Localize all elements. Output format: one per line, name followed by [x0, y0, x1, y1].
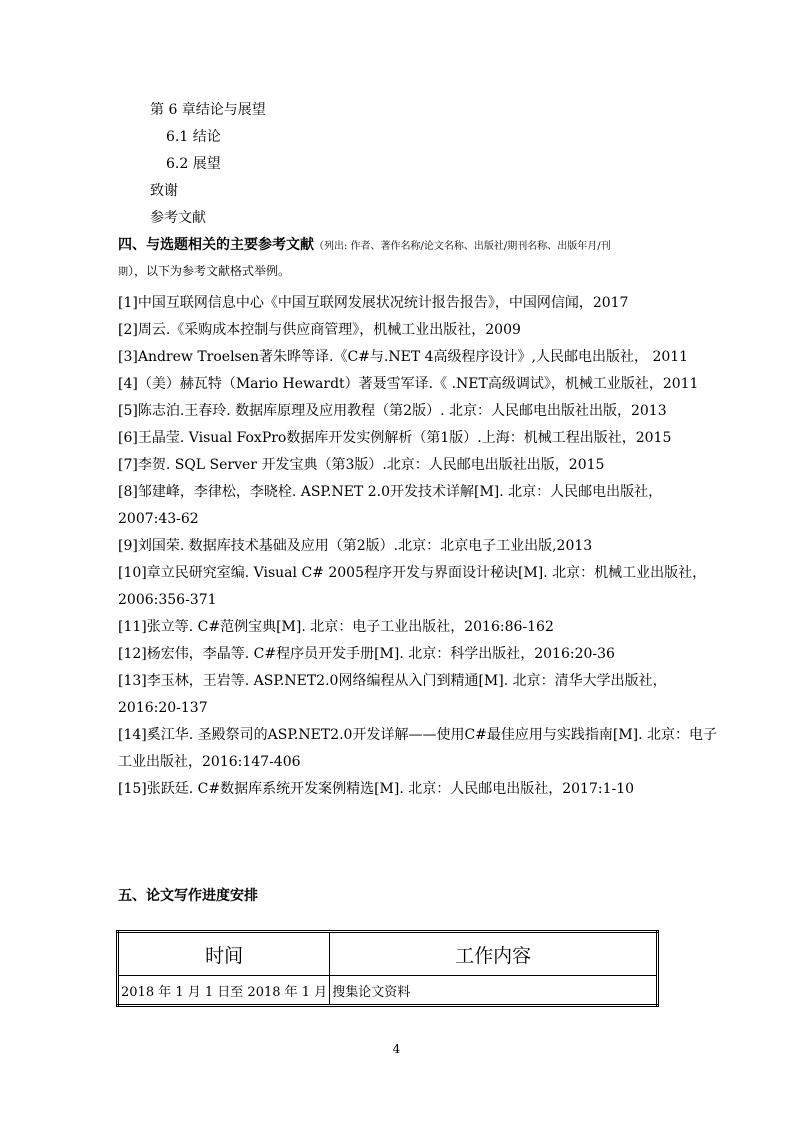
reference-item: [3]Andrew Troelsen著朱晔等译.《C#与.NET 4高级程序设计》,人民邮电出版社， 2011	[118, 349, 689, 365]
section-4-note-tail: 期	[118, 267, 128, 278]
toc-thanks: 致谢	[150, 183, 178, 199]
reference-list	[118, 290, 718, 803]
schedule-cell-content: 搜集论文资料	[330, 976, 658, 1006]
reference-item: [9]刘国荣. 数据库技术基础及应用（第2版）.北京：北京电子工业出版,2013	[118, 538, 593, 554]
toc-chapter-6: 第 6 章结论与展望	[150, 102, 266, 118]
reference-item: [6]王晶莹. Visual FoxPro数据库开发实例解析（第1版）.上海：机械工程出版社，2015	[118, 430, 672, 446]
table-row	[118, 976, 658, 1006]
reference-item: [13]李玉林，王岩等. ASP.NET2.0网络编程从入门到精通[M]. 北京：清华大学出版社，2016:20-137	[118, 673, 667, 716]
schedule-cell-time: 2018 年 1 月 1 日至 2018 年 1 月	[118, 976, 330, 1006]
reference-item: [14]奚江华. 圣殿祭司的ASP.NET2.0开发详解——使用C#最佳应用与实践指南[M]. 北京：电子工业出版社，2016:147-406	[118, 727, 718, 770]
toc-references: 参考文献	[150, 210, 206, 226]
reference-item: [5]陈志泊.王春玲. 数据库原理及应用教程（第2版）. 北京：人民邮电出版社出版，2013	[118, 403, 667, 419]
section-4-heading	[118, 236, 611, 256]
section-4-note: （列出: 作者、著作名称/论文名称、出版社/期刊名称、出版年月/刊	[314, 241, 611, 252]
reference-item: [7]李贺. SQL Server 开发宝典（第3版）.北京：人民邮电出版社出版，2015	[118, 457, 605, 473]
reference-item: [1]中国互联网信息中心《中国互联网发展状况统计报告报告》，中国网信闻，2017	[118, 295, 629, 311]
section-4-note-continued	[118, 262, 290, 282]
schedule-header-content: 工作内容	[330, 932, 658, 976]
page-number: 4	[392, 1042, 401, 1056]
toc-section-6-2: 6.2 展望	[166, 156, 221, 172]
reference-item: [4]（美）赫瓦特（Mario Hewardt）著聂雪军译.《 .NET高级调试》，机械工业版社，2011	[118, 376, 699, 392]
schedule-table	[116, 930, 659, 1007]
schedule-header-time: 时间	[118, 932, 330, 976]
reference-item: [2]周云.《采购成本控制与供应商管理》，机械工业出版社，2009	[118, 322, 521, 338]
reference-item: [11]张立等. C#范例宝典[M]. 北京：电子工业出版社，2016:86-162	[118, 619, 554, 635]
section-4-example-text: ），以下为参考文献格式举例。	[128, 264, 291, 278]
section-4-title: 四、与选题相关的主要参考文献	[118, 237, 314, 253]
reference-item: [12]杨宏伟，李晶等. C#程序员开发手册[M]. 北京：科学出版社，2016:20-36	[118, 646, 615, 662]
toc-section-6-1: 6.1 结论	[166, 129, 221, 145]
schedule-header-row	[118, 932, 658, 976]
reference-item: [15]张跃廷. C#数据库系统开发案例精选[M]. 北京：人民邮电出版社，2017:1-10	[118, 781, 635, 797]
reference-item: [8]邹建峰，李律松，李晓栓. ASP.NET 2.0开发技术详解[M]. 北京：人民邮电出版社，2007:43-62	[118, 484, 663, 527]
section-5-heading: 五、论文写作进度安排	[118, 888, 258, 904]
reference-item: [10]章立民研究室编. Visual C# 2005程序开发与界面设计秘诀[M]. 北京：机械工业出版社，2006:356-371	[118, 565, 707, 608]
